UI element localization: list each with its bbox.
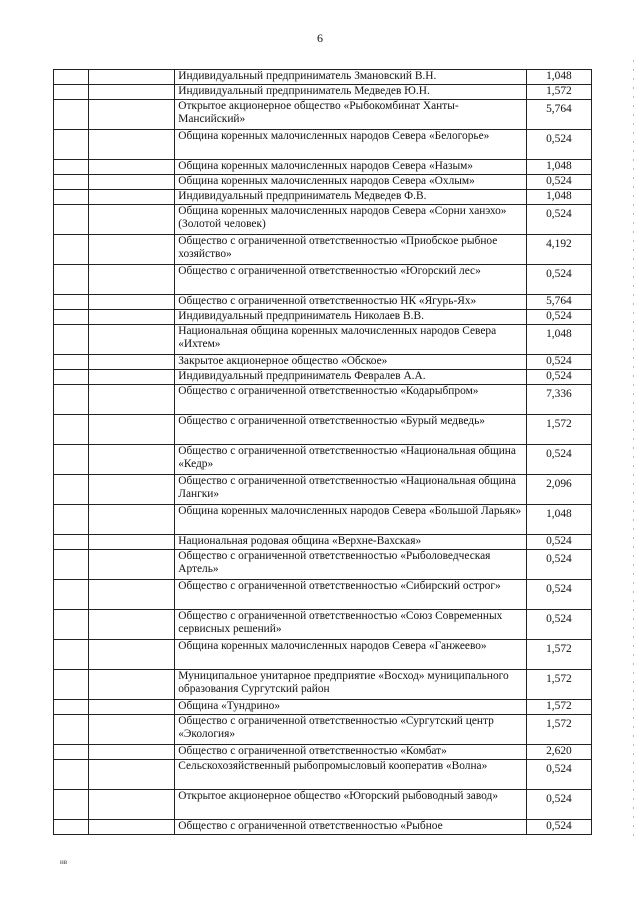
quota-value-cell: 5,764 — [526, 295, 591, 310]
quota-table-body — [54, 70, 592, 835]
organization-name-cell: Община коренных малочисленных народов Севера «Охлым» — [175, 175, 527, 190]
quota-value-cell: 1,572 — [526, 415, 591, 445]
organization-name-cell: Община коренных малочисленных народов Севера «Ганжеево» — [175, 640, 527, 670]
region-cell — [89, 70, 175, 85]
region-cell — [89, 295, 175, 310]
row-number-cell — [54, 700, 89, 715]
quota-value-cell: 0,524 — [526, 820, 591, 835]
region-cell — [89, 790, 175, 820]
row-number-cell — [54, 70, 89, 85]
organization-name-cell: Общество с ограниченной ответственностью «Национальная община «Кедр» — [175, 445, 527, 475]
quota-value-cell: 1,572 — [526, 85, 591, 100]
region-cell — [89, 610, 175, 640]
region-cell — [89, 760, 175, 790]
quota-value-cell: 4,192 — [526, 235, 591, 265]
organization-name-cell: Закрытое акционерное общество «Обское» — [175, 355, 527, 370]
row-number-cell — [54, 235, 89, 265]
row-number-cell — [54, 760, 89, 790]
organization-name-cell: Национальная родовая община «Верхне-Вахская» — [175, 535, 527, 550]
organization-name-cell: Община коренных малочисленных народов Севера «Назым» — [175, 160, 527, 175]
table-row — [54, 760, 592, 790]
table-row — [54, 505, 592, 535]
quota-value-cell: 1,048 — [526, 325, 591, 355]
region-cell — [89, 355, 175, 370]
scan-edge-artifact — [633, 60, 634, 840]
quota-value-cell: 7,336 — [526, 385, 591, 415]
quota-value-cell: 0,524 — [526, 790, 591, 820]
organization-name-cell: Национальная община коренных малочисленных народов Севера «Ихтем» — [175, 325, 527, 355]
region-cell — [89, 130, 175, 160]
organization-name-cell: Открытое акционерное общество «Рыбокомбинат Ханты-Мансийский» — [175, 100, 527, 130]
row-number-cell — [54, 820, 89, 835]
quota-value-cell: 1,048 — [526, 160, 591, 175]
region-cell — [89, 550, 175, 580]
region-cell — [89, 580, 175, 610]
quota-value-cell: 0,524 — [526, 310, 591, 325]
organization-name-cell: Общество с ограниченной ответственностью «Кодарыбпром» — [175, 385, 527, 415]
row-number-cell — [54, 745, 89, 760]
table-row — [54, 670, 592, 700]
region-cell — [89, 820, 175, 835]
table-row — [54, 580, 592, 610]
table-row — [54, 550, 592, 580]
table-row — [54, 310, 592, 325]
row-number-cell — [54, 370, 89, 385]
region-cell — [89, 325, 175, 355]
organization-name-cell: Индивидуальный предприниматель Медведев Ю.Н. — [175, 85, 527, 100]
row-number-cell — [54, 535, 89, 550]
region-cell — [89, 235, 175, 265]
row-number-cell — [54, 265, 89, 295]
row-number-cell — [54, 325, 89, 355]
table-row — [54, 820, 592, 835]
table-row — [54, 445, 592, 475]
organization-name-cell: Община коренных малочисленных народов Севера «Сорни ханэхо» (Золотой человек) — [175, 205, 527, 235]
region-cell — [89, 160, 175, 175]
organization-name-cell: Община «Тундрино» — [175, 700, 527, 715]
quota-value-cell: 1,048 — [526, 505, 591, 535]
row-number-cell — [54, 550, 89, 580]
region-cell — [89, 445, 175, 475]
quota-value-cell: 1,572 — [526, 715, 591, 745]
region-cell — [89, 670, 175, 700]
row-number-cell — [54, 190, 89, 205]
row-number-cell — [54, 475, 89, 505]
region-cell — [89, 190, 175, 205]
row-number-cell — [54, 580, 89, 610]
row-number-cell — [54, 100, 89, 130]
region-cell — [89, 475, 175, 505]
quota-value-cell: 1,572 — [526, 700, 591, 715]
organization-name-cell: Сельскохозяйственный рыбопромысловый кооператив «Волна» — [175, 760, 527, 790]
table-row — [54, 385, 592, 415]
organization-name-cell: Общество с ограниченной ответственностью «Сургутский центр «Экология» — [175, 715, 527, 745]
table-row — [54, 175, 592, 190]
organization-name-cell: Общество с ограниченной ответственностью «Рыбное — [175, 820, 527, 835]
row-number-cell — [54, 295, 89, 310]
quota-value-cell: 2,096 — [526, 475, 591, 505]
table-row — [54, 535, 592, 550]
region-cell — [89, 175, 175, 190]
organization-name-cell: Общество с ограниченной ответственностью «Бурый медведь» — [175, 415, 527, 445]
organization-name-cell: Общество с ограниченной ответственностью НК «Ягурь-Ях» — [175, 295, 527, 310]
quota-value-cell: 0,524 — [526, 175, 591, 190]
organization-name-cell: Индивидуальный предприниматель Николаев В.В. — [175, 310, 527, 325]
quota-value-cell: 0,524 — [526, 265, 591, 295]
table-row — [54, 325, 592, 355]
row-number-cell — [54, 640, 89, 670]
quota-value-cell: 1,572 — [526, 640, 591, 670]
row-number-cell — [54, 355, 89, 370]
organization-name-cell: Индивидуальный предприниматель Февралев А.А. — [175, 370, 527, 385]
region-cell — [89, 415, 175, 445]
organization-name-cell: Община коренных малочисленных народов Севера «Большой Ларьяк» — [175, 505, 527, 535]
organization-name-cell: Индивидуальный предприниматель Медведев Ф.В. — [175, 190, 527, 205]
table-row — [54, 610, 592, 640]
table-row — [54, 715, 592, 745]
organization-name-cell: Общество с ограниченной ответственностью «Комбат» — [175, 745, 527, 760]
row-number-cell — [54, 310, 89, 325]
table-row — [54, 370, 592, 385]
organization-name-cell: Муниципальное унитарное предприятие «Восход» муниципального образования Сургутский район — [175, 670, 527, 700]
table-row — [54, 700, 592, 715]
region-cell — [89, 700, 175, 715]
row-number-cell — [54, 385, 89, 415]
row-number-cell — [54, 205, 89, 235]
organization-name-cell: Общество с ограниченной ответственностью «Югорский лес» — [175, 265, 527, 295]
row-number-cell — [54, 715, 89, 745]
quota-table — [53, 69, 592, 835]
quota-value-cell: 0,524 — [526, 760, 591, 790]
quota-value-cell: 0,524 — [526, 445, 591, 475]
row-number-cell — [54, 670, 89, 700]
table-row — [54, 475, 592, 505]
quota-value-cell: 0,524 — [526, 550, 591, 580]
region-cell — [89, 640, 175, 670]
table-row — [54, 235, 592, 265]
organization-name-cell: Общество с ограниченной ответственностью «Рыболоведческая Артель» — [175, 550, 527, 580]
page-number: 6 — [317, 31, 323, 45]
row-number-cell — [54, 790, 89, 820]
organization-name-cell: Открытое акционерное общество «Югорский рыбоводный завод» — [175, 790, 527, 820]
table-row — [54, 415, 592, 445]
table-row — [54, 190, 592, 205]
quota-value-cell: 1,048 — [526, 70, 591, 85]
table-row — [54, 355, 592, 370]
table-row — [54, 790, 592, 820]
region-cell — [89, 505, 175, 535]
row-number-cell — [54, 415, 89, 445]
table-row — [54, 70, 592, 85]
table-row — [54, 640, 592, 670]
region-cell — [89, 715, 175, 745]
region-cell — [89, 370, 175, 385]
organization-name-cell: Индивидуальный предприниматель Змановский В.Н. — [175, 70, 527, 85]
quota-value-cell: 0,524 — [526, 535, 591, 550]
row-number-cell — [54, 445, 89, 475]
quota-value-cell: 5,764 — [526, 100, 591, 130]
table-row — [54, 85, 592, 100]
table-row — [54, 265, 592, 295]
organization-name-cell: Община коренных малочисленных народов Севера «Белогорье» — [175, 130, 527, 160]
row-number-cell — [54, 160, 89, 175]
quota-value-cell: 0,524 — [526, 130, 591, 160]
table-row — [54, 205, 592, 235]
quota-value-cell: 0,524 — [526, 580, 591, 610]
region-cell — [89, 85, 175, 100]
organization-name-cell: Общество с ограниченной ответственностью «Приобское рыбное хозяйство» — [175, 235, 527, 265]
row-number-cell — [54, 85, 89, 100]
region-cell — [89, 745, 175, 760]
region-cell — [89, 385, 175, 415]
organization-name-cell: Общество с ограниченной ответственностью «Национальная община Лангки» — [175, 475, 527, 505]
quota-value-cell: 2,620 — [526, 745, 591, 760]
quota-value-cell: 0,524 — [526, 205, 591, 235]
table-row — [54, 295, 592, 310]
table-row — [54, 160, 592, 175]
table-row — [54, 130, 592, 160]
region-cell — [89, 265, 175, 295]
quota-value-cell: 0,524 — [526, 355, 591, 370]
row-number-cell — [54, 175, 89, 190]
organization-name-cell: Общество с ограниченной ответственностью «Сибирский острог» — [175, 580, 527, 610]
row-number-cell — [54, 610, 89, 640]
table-row — [54, 100, 592, 130]
row-number-cell — [54, 505, 89, 535]
footer-mark: нв — [60, 858, 68, 866]
region-cell — [89, 205, 175, 235]
table-row — [54, 745, 592, 760]
quota-value-cell: 0,524 — [526, 610, 591, 640]
quota-value-cell: 1,048 — [526, 190, 591, 205]
region-cell — [89, 100, 175, 130]
row-number-cell — [54, 130, 89, 160]
quota-value-cell: 0,524 — [526, 370, 591, 385]
organization-name-cell: Общество с ограниченной ответственностью «Союз Современных сервисных решений» — [175, 610, 527, 640]
region-cell — [89, 310, 175, 325]
region-cell — [89, 535, 175, 550]
quota-value-cell: 1,572 — [526, 670, 591, 700]
